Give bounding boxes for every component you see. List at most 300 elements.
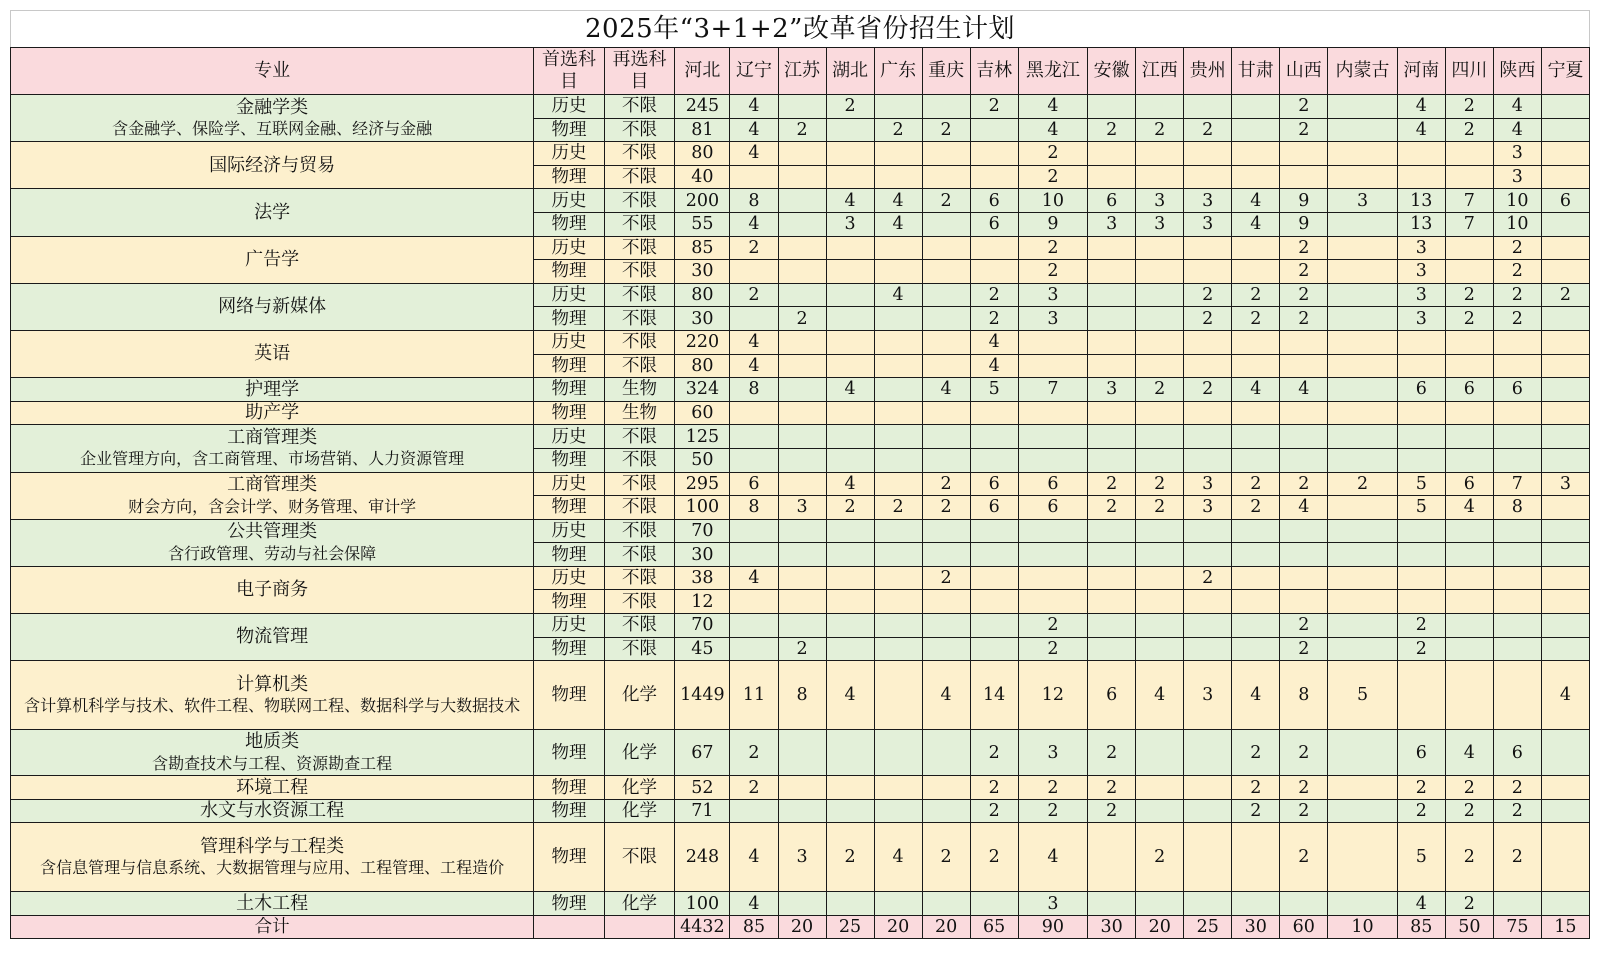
quota-cell	[874, 637, 922, 661]
quota-cell	[1328, 730, 1397, 776]
quota-cell	[1493, 637, 1541, 661]
quota-cell	[1493, 543, 1541, 567]
major-cell	[11, 730, 534, 776]
table-row	[11, 378, 1590, 402]
quota-cell	[1541, 543, 1589, 567]
major-name: 助产学	[245, 402, 300, 424]
quota-cell	[1088, 637, 1136, 661]
quota-cell	[1018, 566, 1087, 590]
quota-cell	[1328, 543, 1397, 567]
quota-cell: 4	[922, 378, 970, 402]
quota-cell	[1232, 566, 1280, 590]
quota-cell	[1280, 543, 1328, 567]
first-subject-cell: 物理	[534, 637, 605, 661]
quota-cell	[1136, 354, 1184, 378]
quota-cell: 3	[778, 496, 826, 520]
quota-cell	[1088, 401, 1136, 425]
quota-cell	[922, 165, 970, 189]
quota-cell	[1328, 378, 1397, 402]
quota-cell	[1541, 236, 1589, 260]
quota-cell	[1136, 165, 1184, 189]
quota-cell	[778, 401, 826, 425]
quota-cell: 2	[1493, 236, 1541, 260]
quota-cell	[1280, 142, 1328, 166]
quota-cell	[970, 260, 1018, 284]
quota-cell: 2	[1184, 283, 1232, 307]
quota-cell: 6	[1397, 730, 1445, 776]
quota-cell: 2	[1018, 165, 1087, 189]
first-subject-cell: 历史	[534, 236, 605, 260]
quota-cell: 3	[826, 212, 874, 236]
second-subject-cell: 不限	[604, 566, 675, 590]
quota-cell	[1018, 448, 1087, 472]
quota-cell	[874, 799, 922, 823]
quota-cell	[1280, 566, 1328, 590]
first-subject-cell: 物理	[534, 118, 605, 142]
quota-cell	[874, 519, 922, 543]
major-name: 金融学类	[236, 96, 309, 118]
quota-cell	[922, 614, 970, 638]
quota-cell: 4	[874, 283, 922, 307]
quota-cell	[1493, 590, 1541, 614]
quota-cell	[922, 307, 970, 331]
table-row	[11, 661, 1590, 730]
quota-cell	[1232, 590, 1280, 614]
quota-cell: 2	[1493, 799, 1541, 823]
quota-cell	[1018, 519, 1087, 543]
quota-cell: 2	[922, 189, 970, 213]
quota-cell	[730, 614, 778, 638]
quota-cell	[730, 448, 778, 472]
quota-cell: 2	[1445, 823, 1493, 892]
quota-cell	[922, 590, 970, 614]
quota-cell: 45	[675, 637, 730, 661]
quota-cell: 2	[1445, 118, 1493, 142]
table-row	[11, 566, 1590, 590]
quota-cell	[826, 519, 874, 543]
quota-cell: 4	[970, 354, 1018, 378]
quota-cell: 2	[1280, 472, 1328, 496]
header-province: 河南	[1397, 48, 1445, 95]
quota-cell	[970, 142, 1018, 166]
quota-cell: 7	[1445, 189, 1493, 213]
major-note: 财会方向，含会计学、财务管理、审计学	[128, 496, 417, 516]
quota-cell: 4	[874, 212, 922, 236]
quota-cell: 2	[1280, 614, 1328, 638]
quota-cell: 5	[970, 378, 1018, 402]
second-subject-cell: 不限	[604, 283, 675, 307]
quota-cell	[1184, 614, 1232, 638]
quota-cell: 12	[1018, 661, 1087, 730]
quota-cell: 70	[675, 614, 730, 638]
quota-cell: 5	[1328, 661, 1397, 730]
table-row	[11, 472, 1590, 496]
quota-cell	[1088, 307, 1136, 331]
quota-cell	[1397, 330, 1445, 354]
quota-cell: 70	[675, 519, 730, 543]
quota-cell: 2	[1493, 776, 1541, 800]
quota-cell	[1397, 165, 1445, 189]
quota-cell	[778, 189, 826, 213]
quota-cell	[922, 543, 970, 567]
quota-cell	[1541, 95, 1589, 119]
quota-cell	[826, 776, 874, 800]
quota-cell	[1232, 425, 1280, 449]
quota-cell: 2	[1136, 823, 1184, 892]
quota-cell: 4	[1397, 892, 1445, 916]
first-subject-cell: 历史	[534, 566, 605, 590]
quota-cell: 200	[675, 189, 730, 213]
total-value-cell: 85	[730, 915, 778, 939]
quota-cell	[874, 661, 922, 730]
quota-cell	[1328, 448, 1397, 472]
quota-cell	[730, 401, 778, 425]
quota-cell	[922, 448, 970, 472]
major-cell	[11, 614, 534, 661]
quota-cell: 2	[1445, 799, 1493, 823]
first-subject-cell: 历史	[534, 142, 605, 166]
quota-cell	[874, 730, 922, 776]
quota-cell	[1328, 212, 1397, 236]
quota-cell	[778, 472, 826, 496]
major-name: 公共管理类	[227, 521, 318, 543]
quota-cell: 4	[1280, 378, 1328, 402]
first-subject-cell: 物理	[534, 165, 605, 189]
quota-cell: 40	[675, 165, 730, 189]
quota-cell: 6	[1445, 472, 1493, 496]
quota-cell	[874, 401, 922, 425]
quota-cell	[1328, 236, 1397, 260]
quota-cell	[826, 590, 874, 614]
quota-cell	[970, 165, 1018, 189]
header-province: 辽宁	[730, 48, 778, 95]
quota-cell: 8	[1280, 661, 1328, 730]
quota-cell: 3	[1184, 496, 1232, 520]
quota-cell	[1136, 425, 1184, 449]
quota-cell: 2	[1232, 496, 1280, 520]
quota-cell	[826, 401, 874, 425]
table-body	[11, 95, 1590, 939]
quota-cell	[1445, 260, 1493, 284]
header-major: 专业	[11, 48, 534, 95]
quota-cell	[730, 260, 778, 284]
second-subject-cell: 不限	[604, 260, 675, 284]
quota-cell: 3	[1328, 189, 1397, 213]
header-province: 江苏	[778, 48, 826, 95]
total-value-cell: 50	[1445, 915, 1493, 939]
quota-cell	[1088, 330, 1136, 354]
quota-cell: 2	[1397, 776, 1445, 800]
quota-cell	[1232, 142, 1280, 166]
quota-cell	[1445, 354, 1493, 378]
quota-cell	[1541, 118, 1589, 142]
quota-cell	[1445, 590, 1493, 614]
quota-cell	[922, 236, 970, 260]
quota-cell: 2	[1018, 142, 1087, 166]
header-province: 山西	[1280, 48, 1328, 95]
second-subject-cell: 化学	[604, 799, 675, 823]
quota-cell: 2	[730, 283, 778, 307]
quota-cell	[970, 118, 1018, 142]
quota-cell	[826, 543, 874, 567]
major-cell	[11, 425, 534, 472]
quota-cell: 2	[1493, 260, 1541, 284]
quota-cell: 81	[675, 118, 730, 142]
quota-cell	[1445, 637, 1493, 661]
quota-cell: 2	[1232, 776, 1280, 800]
quota-cell: 6	[1088, 661, 1136, 730]
first-subject-cell: 历史	[534, 519, 605, 543]
quota-cell	[826, 236, 874, 260]
quota-cell	[730, 165, 778, 189]
quota-cell	[1541, 799, 1589, 823]
major-name: 工商管理类	[227, 474, 318, 496]
quota-cell	[826, 799, 874, 823]
major-name: 电子商务	[236, 579, 309, 601]
quota-cell: 2	[1280, 283, 1328, 307]
quota-cell: 71	[675, 799, 730, 823]
quota-cell	[826, 142, 874, 166]
quota-cell	[1397, 519, 1445, 543]
quota-cell	[730, 637, 778, 661]
second-subject-cell: 化学	[604, 661, 675, 730]
header-province: 四川	[1445, 48, 1493, 95]
total-value-cell: 25	[1184, 915, 1232, 939]
quota-cell	[1088, 448, 1136, 472]
quota-cell	[1184, 95, 1232, 119]
major-name: 土木工程	[236, 892, 309, 914]
quota-cell: 4	[730, 330, 778, 354]
quota-cell: 3	[1184, 661, 1232, 730]
second-subject-cell: 不限	[604, 823, 675, 892]
quota-cell	[1541, 892, 1589, 916]
quota-cell: 295	[675, 472, 730, 496]
quota-cell: 6	[1088, 189, 1136, 213]
quota-cell: 2	[826, 496, 874, 520]
header-province: 宁夏	[1541, 48, 1589, 95]
quota-cell: 60	[675, 401, 730, 425]
quota-cell: 80	[675, 354, 730, 378]
quota-cell	[1445, 330, 1493, 354]
first-subject-cell: 物理	[534, 799, 605, 823]
quota-cell	[1088, 283, 1136, 307]
quota-cell	[1493, 425, 1541, 449]
quota-cell	[922, 95, 970, 119]
quota-cell	[1184, 448, 1232, 472]
quota-cell	[1328, 519, 1397, 543]
quota-cell: 2	[970, 823, 1018, 892]
quota-cell	[970, 637, 1018, 661]
quota-cell: 3	[1184, 189, 1232, 213]
quota-cell	[1541, 260, 1589, 284]
quota-cell	[778, 378, 826, 402]
quota-cell	[922, 260, 970, 284]
quota-cell	[970, 519, 1018, 543]
quota-cell: 2	[1018, 236, 1087, 260]
quota-cell	[1018, 330, 1087, 354]
quota-cell	[1493, 354, 1541, 378]
quota-cell: 80	[675, 142, 730, 166]
quota-cell: 6	[1493, 378, 1541, 402]
quota-cell: 8	[1493, 496, 1541, 520]
quota-cell: 2	[1184, 118, 1232, 142]
quota-cell: 30	[675, 307, 730, 331]
quota-cell: 9	[1018, 212, 1087, 236]
quota-cell: 2	[1018, 637, 1087, 661]
quota-cell: 125	[675, 425, 730, 449]
total-value-cell: 20	[922, 915, 970, 939]
quota-cell: 6	[970, 212, 1018, 236]
quota-cell: 2	[1397, 799, 1445, 823]
second-subject-cell: 生物	[604, 401, 675, 425]
quota-cell	[1280, 330, 1328, 354]
total-value-cell: 30	[1088, 915, 1136, 939]
quota-cell: 8	[730, 378, 778, 402]
quota-cell	[1136, 614, 1184, 638]
quota-cell: 2	[922, 496, 970, 520]
quota-cell	[1328, 142, 1397, 166]
quota-cell: 2	[874, 496, 922, 520]
quota-cell	[1018, 590, 1087, 614]
quota-cell	[874, 307, 922, 331]
quota-cell: 3	[1397, 260, 1445, 284]
quota-cell: 2	[730, 730, 778, 776]
quota-cell: 2	[1493, 823, 1541, 892]
quota-cell: 3	[778, 823, 826, 892]
quota-cell: 2	[1397, 637, 1445, 661]
quota-cell	[730, 543, 778, 567]
quota-cell: 38	[675, 566, 730, 590]
quota-cell: 2	[826, 823, 874, 892]
quota-cell: 4	[1397, 95, 1445, 119]
quota-cell	[1136, 730, 1184, 776]
quota-cell	[1136, 892, 1184, 916]
total-value-cell: 20	[778, 915, 826, 939]
quota-cell: 2	[1328, 472, 1397, 496]
quota-cell: 2	[1280, 307, 1328, 331]
major-cell	[11, 189, 534, 236]
first-subject-cell: 历史	[534, 189, 605, 213]
first-subject-cell: 物理	[534, 378, 605, 402]
quota-cell	[1184, 637, 1232, 661]
quota-cell	[1088, 165, 1136, 189]
quota-cell	[1445, 614, 1493, 638]
quota-cell	[1445, 425, 1493, 449]
first-subject-cell: 物理	[534, 823, 605, 892]
quota-cell: 2	[778, 118, 826, 142]
major-note: 含信息管理与信息系统、大数据管理与应用、工程管理、工程造价	[40, 858, 505, 878]
quota-cell	[1088, 260, 1136, 284]
table-row	[11, 892, 1590, 916]
first-subject-cell: 物理	[534, 661, 605, 730]
quota-cell: 4	[1280, 496, 1328, 520]
quota-cell	[874, 165, 922, 189]
quota-cell: 2	[1280, 118, 1328, 142]
quota-cell	[1088, 519, 1136, 543]
total-empty-cell	[604, 915, 675, 939]
quota-cell: 4	[730, 354, 778, 378]
quota-cell: 4	[1232, 661, 1280, 730]
quota-cell	[1397, 142, 1445, 166]
quota-cell: 3	[1018, 730, 1087, 776]
major-cell	[11, 236, 534, 283]
quota-cell: 4	[1018, 823, 1087, 892]
quota-cell: 3	[1493, 142, 1541, 166]
quota-cell	[826, 730, 874, 776]
quota-cell	[1184, 543, 1232, 567]
first-subject-cell: 物理	[534, 260, 605, 284]
quota-cell: 4	[1445, 496, 1493, 520]
quota-cell	[874, 330, 922, 354]
header-province: 吉林	[970, 48, 1018, 95]
quota-cell	[1493, 661, 1541, 730]
major-cell	[11, 142, 534, 189]
header-first-subject: 首选科目	[534, 48, 605, 95]
quota-cell	[1541, 566, 1589, 590]
quota-cell	[826, 283, 874, 307]
major-note: 含金融学、保险学、互联网金融、经济与金融	[112, 119, 433, 139]
total-value-cell: 25	[826, 915, 874, 939]
total-value-cell: 4432	[675, 915, 730, 939]
quota-cell: 2	[826, 95, 874, 119]
quota-cell	[778, 448, 826, 472]
quota-cell	[1232, 95, 1280, 119]
quota-cell	[1018, 354, 1087, 378]
header-province: 贵州	[1184, 48, 1232, 95]
total-value-cell: 90	[1018, 915, 1087, 939]
major-name: 护理学	[245, 378, 300, 400]
quota-cell	[1088, 892, 1136, 916]
quota-cell	[1184, 401, 1232, 425]
quota-cell: 2	[922, 566, 970, 590]
quota-cell	[922, 401, 970, 425]
header-province: 广东	[874, 48, 922, 95]
quota-cell	[1232, 892, 1280, 916]
quota-cell	[1328, 496, 1397, 520]
total-value-cell: 10	[1328, 915, 1397, 939]
major-name: 广告学	[245, 248, 300, 270]
quota-cell	[1328, 892, 1397, 916]
header-province: 黑龙江	[1018, 48, 1087, 95]
quota-cell	[1493, 892, 1541, 916]
quota-cell	[922, 776, 970, 800]
major-name: 网络与新媒体	[218, 296, 327, 318]
quota-cell	[1541, 212, 1589, 236]
total-value-cell: 65	[970, 915, 1018, 939]
quota-cell	[1328, 614, 1397, 638]
quota-cell: 4	[1232, 378, 1280, 402]
header-second-subject: 再选科目	[604, 48, 675, 95]
first-subject-cell: 历史	[534, 330, 605, 354]
quota-cell	[1136, 236, 1184, 260]
quota-cell	[922, 354, 970, 378]
quota-cell	[1018, 425, 1087, 449]
quota-cell	[1328, 776, 1397, 800]
major-note: 含行政管理、劳动与社会保障	[168, 543, 377, 563]
quota-cell: 2	[1088, 799, 1136, 823]
quota-cell: 5	[1397, 823, 1445, 892]
quota-cell	[1232, 260, 1280, 284]
quota-cell: 2	[1280, 95, 1328, 119]
quota-cell: 2	[1280, 236, 1328, 260]
quota-cell	[1184, 776, 1232, 800]
quota-cell	[1184, 823, 1232, 892]
quota-cell	[874, 378, 922, 402]
quota-cell: 2	[1280, 799, 1328, 823]
quota-cell	[1184, 892, 1232, 916]
quota-cell: 245	[675, 95, 730, 119]
second-subject-cell: 不限	[604, 165, 675, 189]
